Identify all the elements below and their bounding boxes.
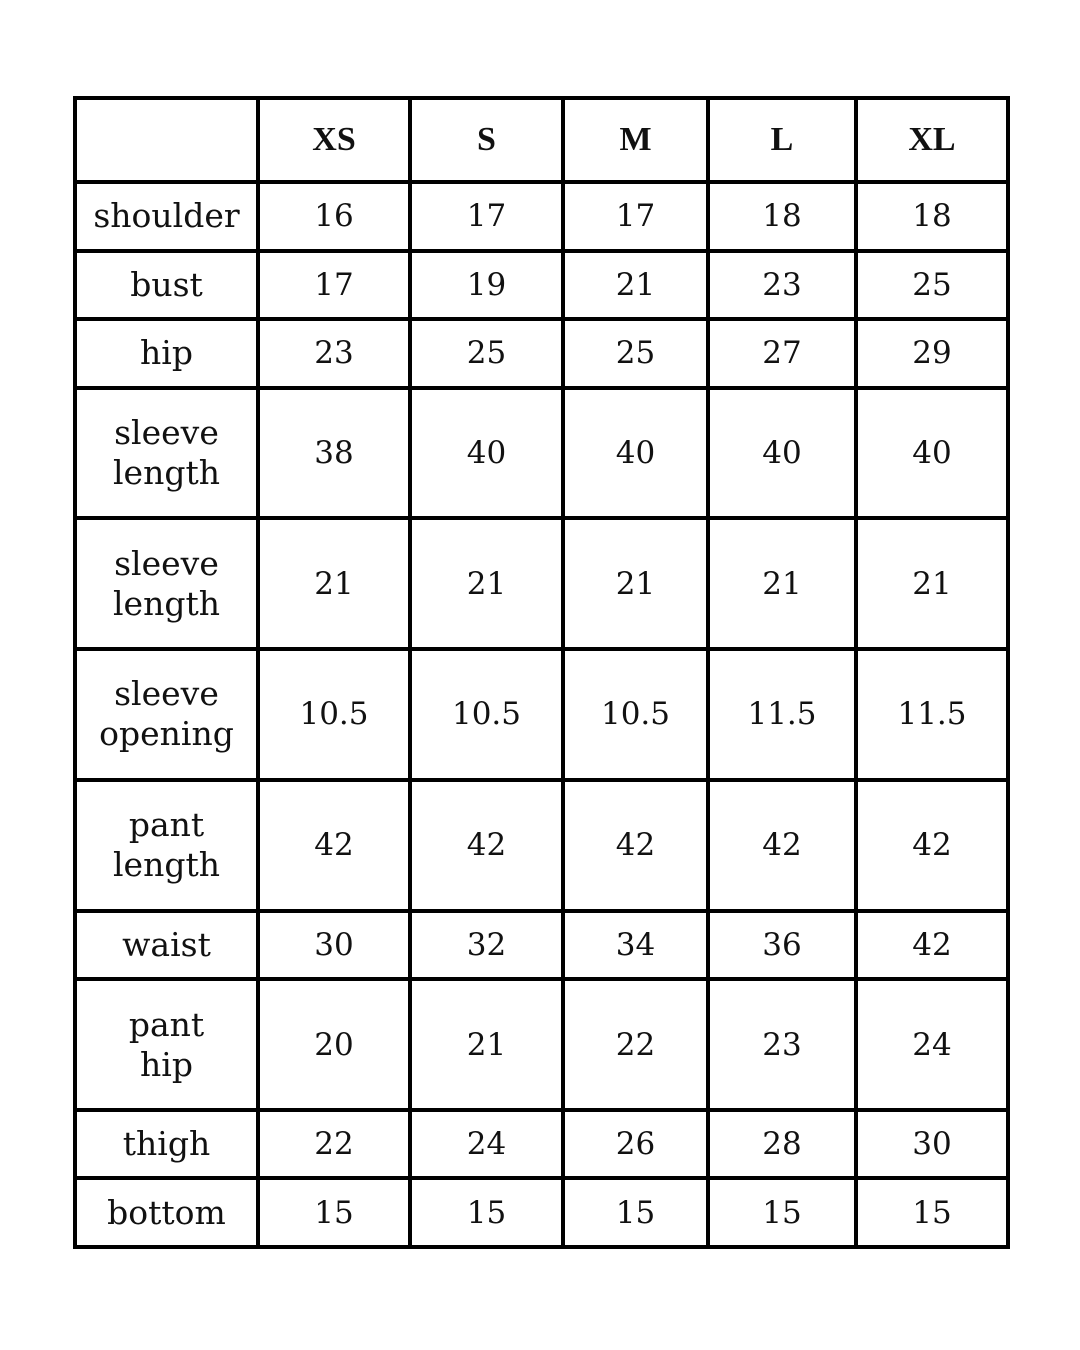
measurement-cell: 15 <box>856 1178 1008 1247</box>
table-row <box>75 182 1008 251</box>
measurement-cell: 40 <box>563 388 708 519</box>
measurement-cell: 28 <box>708 1110 856 1179</box>
measurement-cell: 18 <box>708 182 856 251</box>
measurement-cell: 42 <box>563 780 708 911</box>
row-label: sleeve opening <box>75 649 258 780</box>
measurement-cell: 25 <box>856 251 1008 320</box>
measurement-cell: 22 <box>563 979 708 1110</box>
table-row <box>75 649 1008 780</box>
column-header-xs: XS <box>258 98 410 182</box>
measurement-cell: 21 <box>410 979 563 1110</box>
row-label: hip <box>75 319 258 388</box>
measurement-cell: 21 <box>258 518 410 649</box>
table-row <box>75 388 1008 519</box>
measurement-cell: 29 <box>856 319 1008 388</box>
row-label: waist <box>75 911 258 980</box>
measurement-cell: 42 <box>856 911 1008 980</box>
row-label: thigh <box>75 1110 258 1179</box>
measurement-cell: 17 <box>410 182 563 251</box>
measurement-cell: 17 <box>258 251 410 320</box>
measurement-cell: 36 <box>708 911 856 980</box>
measurement-cell: 42 <box>258 780 410 911</box>
column-header-s: S <box>410 98 563 182</box>
measurement-cell: 23 <box>708 979 856 1110</box>
table-body <box>75 182 1008 1247</box>
measurement-cell: 30 <box>258 911 410 980</box>
table-row <box>75 780 1008 911</box>
measurement-cell: 21 <box>563 251 708 320</box>
table-row <box>75 979 1008 1110</box>
row-label: pant length <box>75 780 258 911</box>
corner-cell <box>75 98 258 182</box>
measurement-cell: 25 <box>410 319 563 388</box>
table-row <box>75 518 1008 649</box>
measurement-cell: 10.5 <box>563 649 708 780</box>
table-header <box>75 98 1008 182</box>
row-label: sleeve length <box>75 388 258 519</box>
row-label: bottom <box>75 1178 258 1247</box>
measurement-cell: 23 <box>708 251 856 320</box>
measurement-cell: 24 <box>410 1110 563 1179</box>
measurement-cell: 21 <box>856 518 1008 649</box>
measurement-cell: 21 <box>708 518 856 649</box>
measurement-cell: 20 <box>258 979 410 1110</box>
measurement-cell: 27 <box>708 319 856 388</box>
row-label: shoulder <box>75 182 258 251</box>
measurement-cell: 19 <box>410 251 563 320</box>
measurement-cell: 24 <box>856 979 1008 1110</box>
table-row <box>75 319 1008 388</box>
measurement-cell: 42 <box>708 780 856 911</box>
measurement-cell: 11.5 <box>708 649 856 780</box>
column-header-xl: XL <box>856 98 1008 182</box>
measurement-cell: 10.5 <box>410 649 563 780</box>
column-header-m: M <box>563 98 708 182</box>
measurement-cell: 25 <box>563 319 708 388</box>
measurement-cell: 11.5 <box>856 649 1008 780</box>
measurement-cell: 18 <box>856 182 1008 251</box>
measurement-cell: 40 <box>708 388 856 519</box>
measurement-cell: 15 <box>410 1178 563 1247</box>
measurement-cell: 16 <box>258 182 410 251</box>
measurement-cell: 42 <box>856 780 1008 911</box>
row-label: pant hip <box>75 979 258 1110</box>
measurement-cell: 40 <box>856 388 1008 519</box>
column-header-l: L <box>708 98 856 182</box>
measurement-cell: 15 <box>258 1178 410 1247</box>
measurement-cell: 21 <box>410 518 563 649</box>
row-label: bust <box>75 251 258 320</box>
measurement-cell: 26 <box>563 1110 708 1179</box>
table-row <box>75 251 1008 320</box>
measurement-cell: 30 <box>856 1110 1008 1179</box>
measurement-cell: 38 <box>258 388 410 519</box>
measurement-cell: 34 <box>563 911 708 980</box>
size-chart-table <box>73 96 1010 1249</box>
measurement-cell: 40 <box>410 388 563 519</box>
measurement-cell: 22 <box>258 1110 410 1179</box>
table-row <box>75 1110 1008 1179</box>
header-row <box>75 98 1008 182</box>
measurement-cell: 15 <box>708 1178 856 1247</box>
measurement-cell: 21 <box>563 518 708 649</box>
measurement-cell: 17 <box>563 182 708 251</box>
table-row <box>75 1178 1008 1247</box>
table-row <box>75 911 1008 980</box>
measurement-cell: 15 <box>563 1178 708 1247</box>
row-label: sleeve length <box>75 518 258 649</box>
measurement-cell: 23 <box>258 319 410 388</box>
measurement-cell: 10.5 <box>258 649 410 780</box>
measurement-cell: 42 <box>410 780 563 911</box>
measurement-cell: 32 <box>410 911 563 980</box>
